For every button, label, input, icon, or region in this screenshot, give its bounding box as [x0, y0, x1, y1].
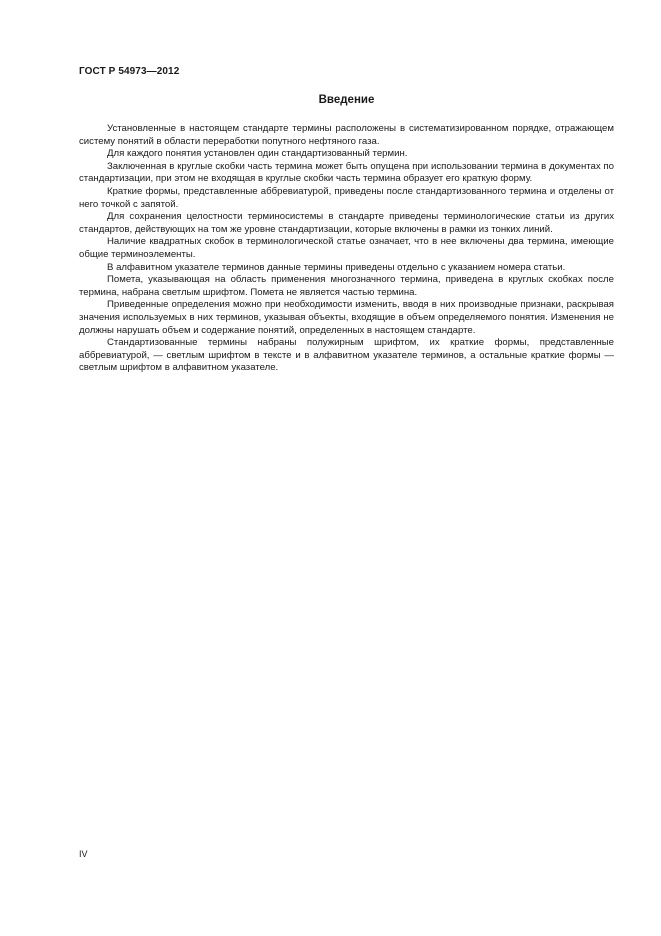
paragraph: Наличие квадратных скобок в терминологической статье означает, что в нее включены два термина, имеющие общие терминоэлементы.	[79, 236, 614, 260]
paragraph: Помета, указывающая на область применения многозначного термина, приведена в круглых скобках после термина, набрана светлым шрифтом. Помета не является частью термина.	[79, 274, 614, 298]
paragraph: Краткие формы, представленные аббревиатурой, приведены после стандартизованного термина и отделены от него точкой с запятой.	[79, 185, 614, 210]
paragraph: Стандартизованные термины набраны полужирным шрифтом, их краткие формы, представленные аббревиатурой, — светлым шрифтом в тексте и в алфавитном указателе терминов, а остальные краткие формы — светлым шрифтом в алфавитном указателе.	[79, 337, 614, 374]
paragraph: Для сохранения целостности терминосистемы в стандарте приведены терминологические статьи из других стандартов, действующих на том же уровне стандартизации, которые включены в рамки из тонких линий.	[79, 211, 614, 235]
document-code: ГОСТ Р 54973—2012	[79, 66, 180, 77]
paragraph: Приведенные определения можно при необходимости изменить, вводя в них производные признаки, раскрывая значения используемых в них терминов, указывая объекты, входящие в объем определяемого понятия. Изменения не должны нарушать объем и содержание понятий, определенных в настоящем стандарте.	[79, 299, 614, 336]
body-text	[79, 123, 614, 375]
section-title: Введение	[318, 94, 375, 106]
paragraph: Для каждого понятия установлен один стандартизованный термин.	[107, 148, 408, 160]
page-number: IV	[79, 849, 88, 859]
paragraph: Заключенная в круглые скобки часть термина может быть опущена при использовании термина в документах по стандартизации, при этом не входящая в круглые скобки часть термина образует его краткую форму.	[79, 160, 614, 185]
paragraph: В алфавитном указателе терминов данные термины приведены отдельно с указанием номера статьи.	[107, 261, 566, 273]
paragraph: Установленные в настоящем стандарте термины расположены в систематизированном порядке, отражающем систему понятий в области переработки попутного нефтяного газа.	[79, 123, 614, 147]
